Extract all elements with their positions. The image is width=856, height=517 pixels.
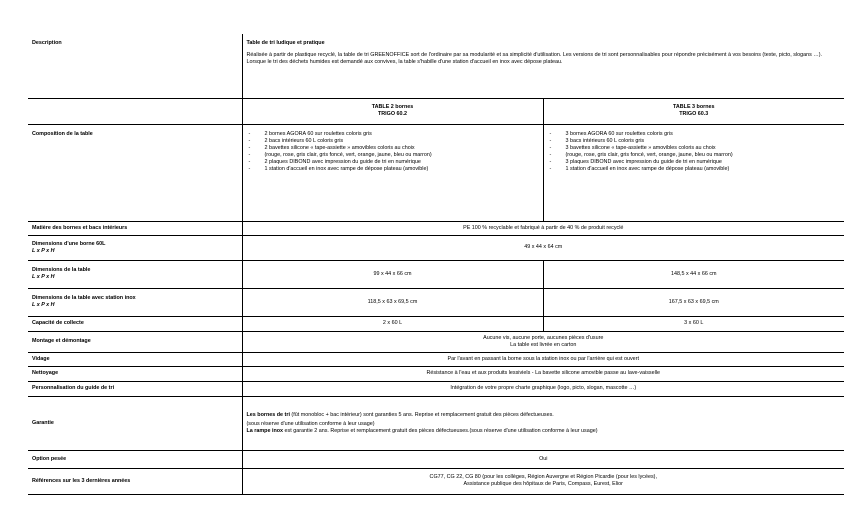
list-item: - 3 plaques DIBOND avec impression du guide de tri en numérique	[548, 159, 841, 166]
header-table-3-line1: TABLE 3 bornes	[672, 104, 715, 110]
header-table-3	[543, 98, 844, 124]
nettoyage-value: Résistance à l'eau et aux produits lessiviels - La bavette silicone amovible passe au lave-vaisselle	[242, 366, 844, 381]
garantie-cell	[242, 396, 844, 450]
composition-list-col2	[548, 131, 841, 173]
montage-line1: Aucune vis, aucune porte, aucunes pièces d'usure	[483, 334, 604, 341]
personnalisation-value: Intégration de votre propre charte graphique (logo, picto, slogan, mascotte …)	[242, 381, 844, 396]
row-garantie	[28, 396, 844, 450]
composition-col1	[242, 124, 543, 221]
vidage-label: Vidage	[28, 352, 242, 366]
list-item: - (rouge, rose, gris clair, gris foncé, vert, orange, jaune, bleu ou marron)	[548, 152, 841, 159]
dim-table-label-cell	[28, 260, 242, 288]
montage-label: Montage et démontage	[28, 331, 242, 352]
header-empty-cell	[28, 98, 242, 124]
composition-label: Composition de la table	[28, 124, 242, 221]
references-line1: CG77, CG 22, CG 80 (pour les collèges, Région Auvergne et Région Picardie (pour les lycées),	[429, 474, 657, 480]
row-montage	[28, 331, 844, 352]
option-label: Option pesée	[28, 450, 242, 468]
list-item: - 2 bacs intérieurs 60 L coloris gris	[247, 138, 539, 145]
list-item: - 2 bavettes silicone « tape-assiette » amovibles coloris au choix	[247, 145, 539, 152]
row-composition	[28, 124, 844, 221]
row-personnalisation	[28, 381, 844, 396]
row-capacite	[28, 316, 844, 331]
vidage-value: Par l'avant en passant la borne sous la station inox ou par l'arrière qui est ouvert	[242, 352, 844, 366]
capacite-label: Capacité de collecte	[28, 316, 242, 331]
row-option	[28, 450, 844, 468]
garantie-label: Garantie	[28, 396, 242, 450]
description-label: Description	[28, 34, 242, 98]
description-title: Table de tri ludique et pratique	[246, 40, 325, 46]
row-nettoyage	[28, 366, 844, 381]
capacite-col2: 3 x 60 L	[543, 316, 844, 331]
header-table-3-line2: TRIGO 60.3	[679, 111, 709, 117]
references-label: Références sur les 3 dernières années	[28, 468, 242, 494]
matiere-value: PE 100 % recyclable et fabriqué à partir de 40 % de produit recyclé	[242, 221, 844, 235]
list-item: - 2 bornes AGORA 60 sur roulettes coloris gris	[247, 131, 539, 138]
row-dim-borne	[28, 235, 844, 260]
montage-line2: La table est livrée en carton	[510, 341, 577, 348]
row-dim-station	[28, 288, 844, 316]
matiere-label: Matière des bornes et bacs intérieurs	[28, 221, 242, 235]
row-column-headers	[28, 98, 844, 124]
dim-station-label: Dimensions de la table avec station inox	[32, 295, 136, 301]
row-matiere	[28, 221, 844, 235]
row-description	[28, 34, 844, 98]
header-table-2	[242, 98, 543, 124]
row-vidage	[28, 352, 844, 366]
list-item: - 3 bavettes silicone « tape-assiette » amovibles coloris au choix	[548, 145, 841, 152]
capacite-col1: 2 x 60 L	[242, 316, 543, 331]
header-table-2-line2: TRIGO 60.2	[377, 111, 408, 117]
references-cell	[242, 468, 844, 494]
references-line2: Assistance publique des hôpitaux de Paris, Compass, Eurest, Elior	[463, 481, 623, 487]
garantie-p2-bold: La rampe inox	[246, 427, 284, 434]
header-table-2-line1: TABLE 2 bornes	[371, 104, 414, 110]
description-text: Réalisée à partir de plastique recyclé, la table de tri GREENOFFICE sort de l'ordinaire par sa modularité et sa simplicité d'utilisation. Les versions de tri sont personnalisables pour répondre précisément à vos besoins (texte, picto, slogans …). Lorsque le tri des déchets humides est demandé aux convives, la table s'habille d'une station d'accueil en inox avec dépose plateau.	[246, 52, 823, 65]
garantie-p1-bold: Les bornes de tri	[246, 411, 290, 418]
garantie-p1	[247, 412, 841, 419]
composition-col2	[543, 124, 844, 221]
garantie-p1-rest: (fût monobloc + bac intérieur) sont garanties 5 ans. Reprise et remplacement gratuit des pièces défectueuses.	[289, 411, 554, 418]
dim-station-label-cell	[28, 288, 242, 316]
garantie-p2-rest: est garantie 2 ans. Reprise et remplacement gratuit des pièces défectueuses.(sous réserve d'une utilisation conforme à leur usage)	[283, 427, 598, 434]
composition-list-col1	[247, 131, 539, 173]
option-value: Oui	[242, 450, 844, 468]
list-item: - 3 bacs intérieurs 60 L coloris gris	[548, 138, 841, 145]
dim-station-col1: 118,5 x 63 x 69,5 cm	[242, 288, 543, 316]
dim-borne-label: Dimensions d'une borne 60L	[32, 240, 106, 247]
dim-borne-label-cell	[28, 235, 242, 260]
garantie-p1-note: (sous réserve d'une utilisation conforme à leur usage)	[246, 420, 375, 427]
dim-borne-sub: L x P x H	[32, 247, 55, 254]
dim-table-sub: L x P x H	[32, 274, 55, 280]
row-references	[28, 468, 844, 494]
personnalisation-label: Personnalisation du guide de tri	[28, 381, 242, 396]
list-item: - 3 bornes AGORA 60 sur roulettes coloris gris	[548, 131, 841, 138]
nettoyage-label: Nettoyage	[28, 366, 242, 381]
dim-table-col1: 99 x 44 x 66 cm	[242, 260, 543, 288]
dim-table-label: Dimensions de la table	[32, 267, 91, 273]
list-item: - (rouge, rose, gris clair, gris foncé, vert, orange, jaune, bleu ou marron)	[247, 152, 539, 159]
spec-table	[28, 34, 844, 495]
description-cell	[242, 34, 844, 98]
row-dim-table	[28, 260, 844, 288]
list-item: - 1 station d'accueil en inox avec rampe de dépose plateau (amovible)	[247, 166, 539, 173]
dim-station-col2: 167,5 x 63 x 69,5 cm	[543, 288, 844, 316]
montage-cell	[242, 331, 844, 352]
dim-borne-value: 49 x 44 x 64 cm	[242, 235, 844, 260]
dim-table-col2: 148,5 x 44 x 66 cm	[543, 260, 844, 288]
dim-station-sub: L x P x H	[32, 302, 55, 308]
list-item: - 1 station d'accueil en inox avec rampe de dépose plateau (amovible)	[548, 166, 841, 173]
list-item: - 2 plaques DIBOND avec impression du guide de tri en numérique	[247, 159, 539, 166]
garantie-p2	[247, 428, 841, 435]
